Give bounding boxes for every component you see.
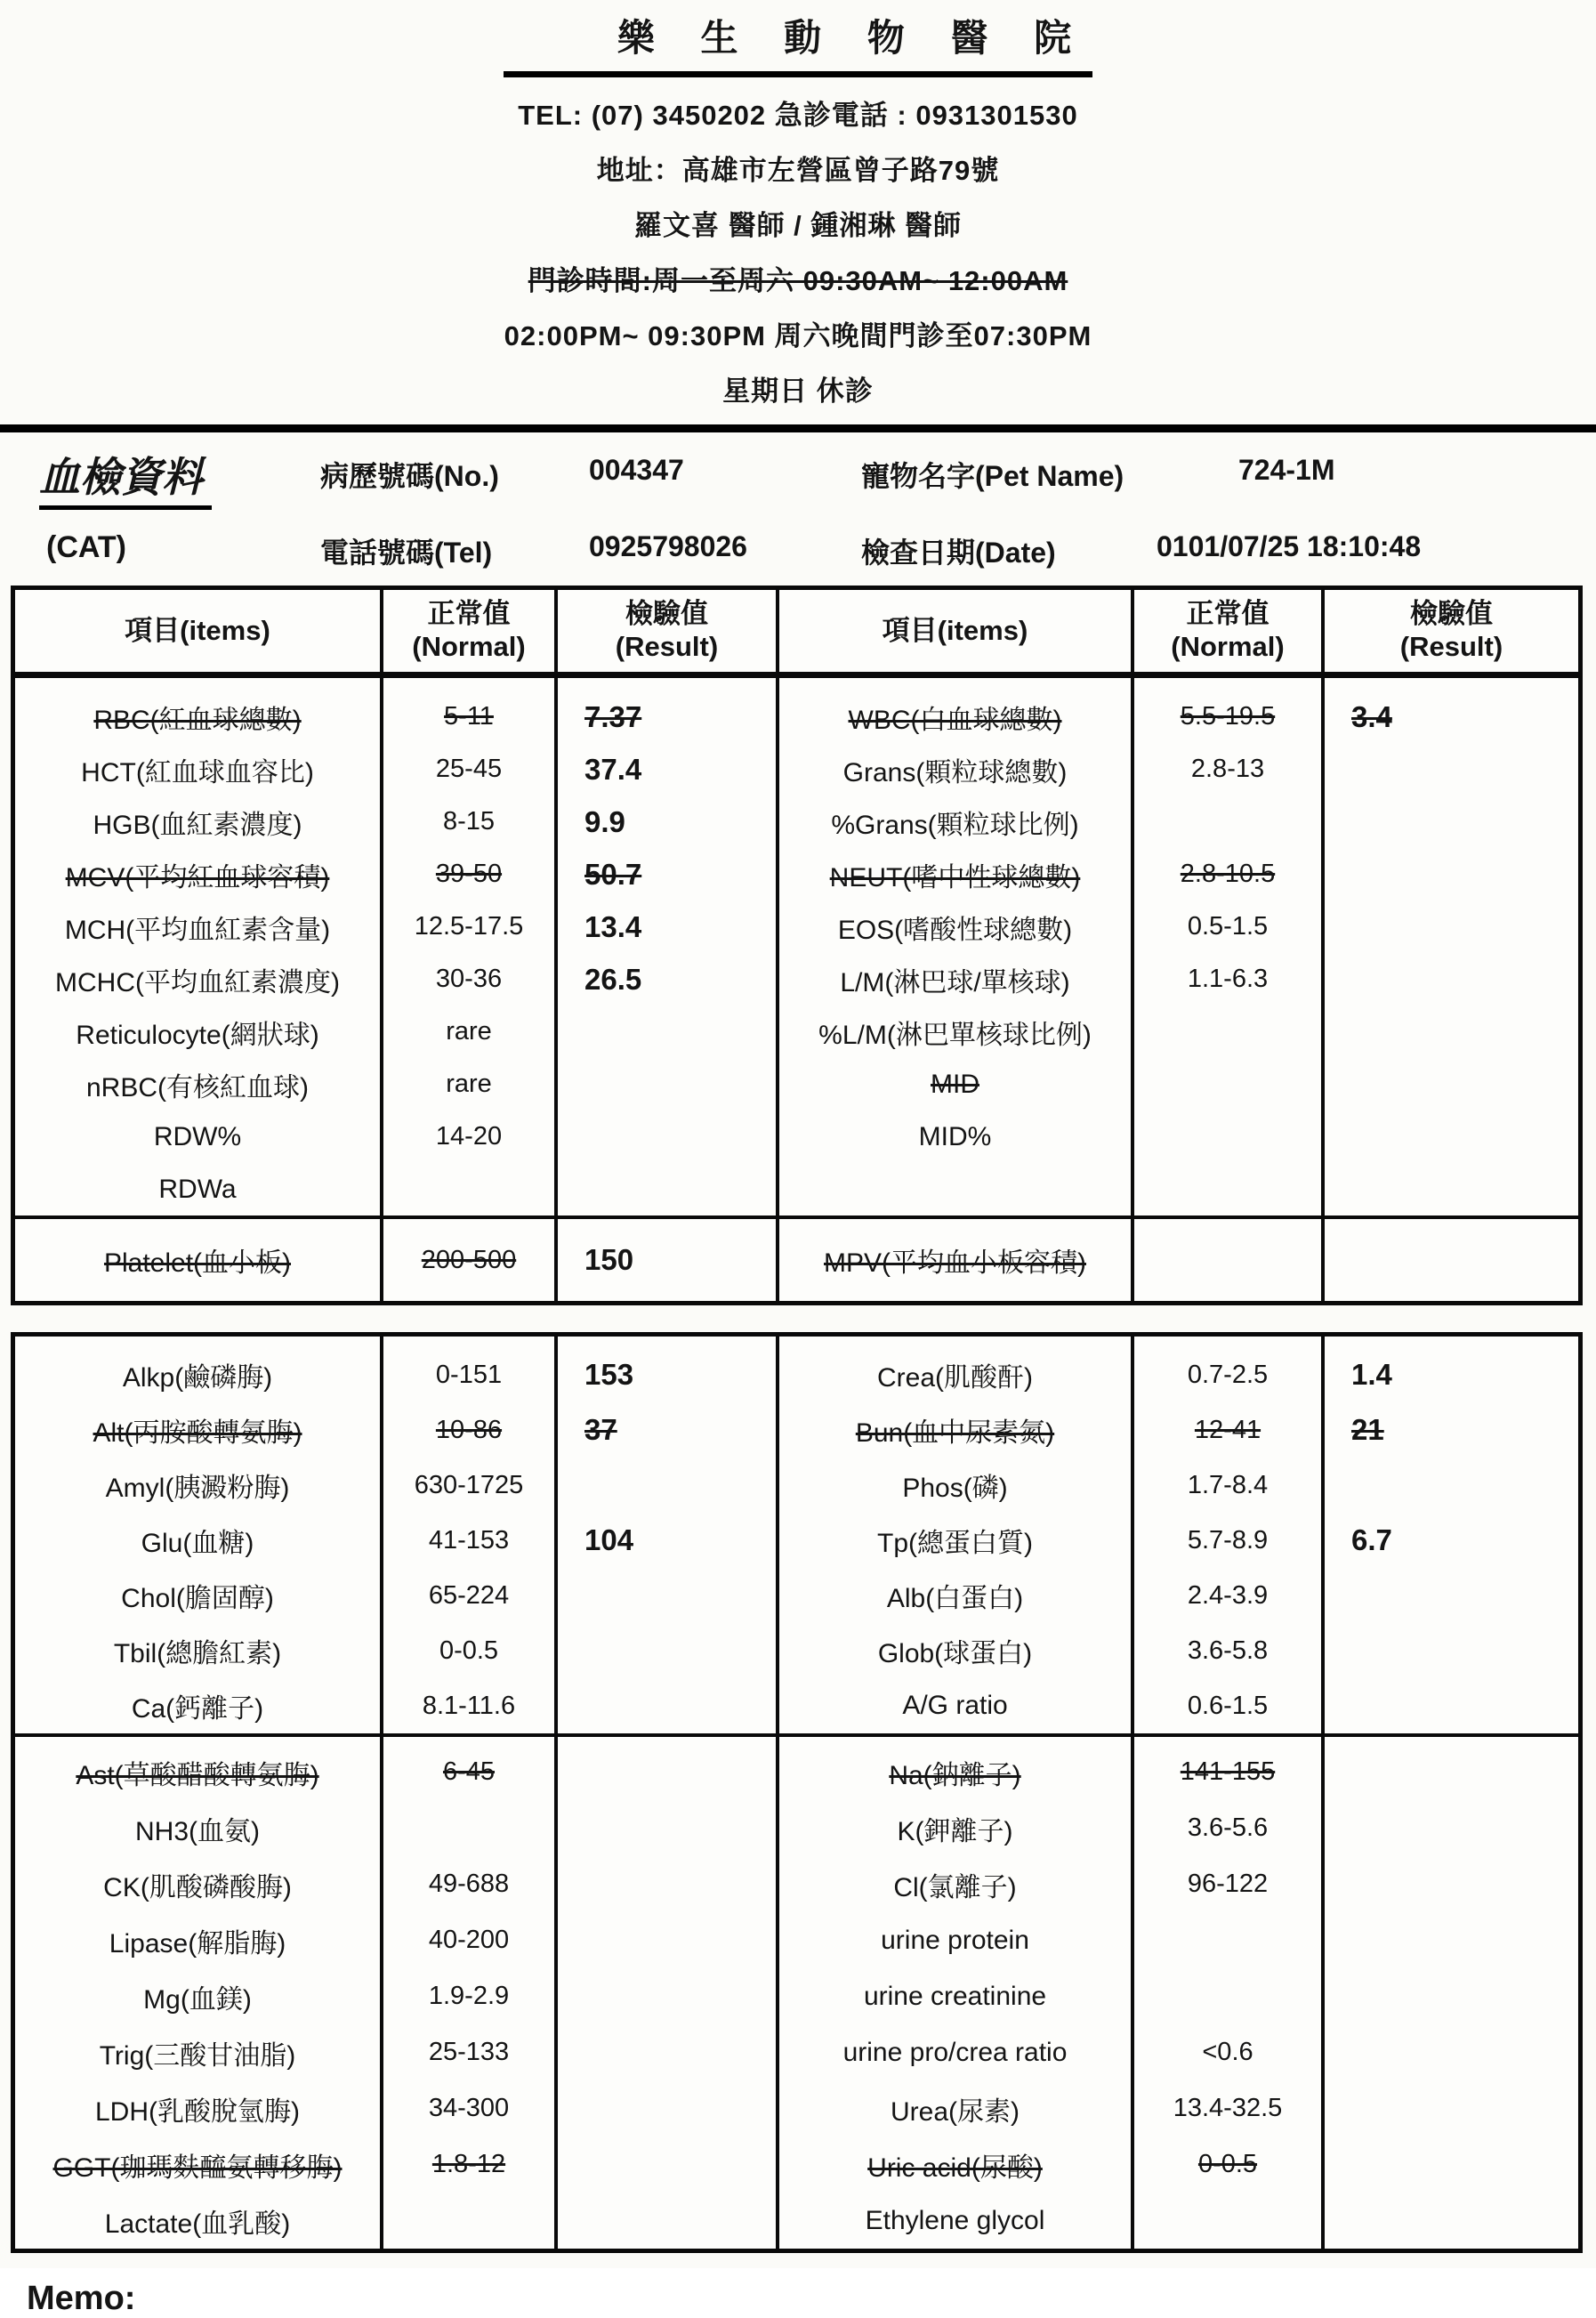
- clinic-address-line: 地址：高雄市左營區曾子路79號: [596, 155, 1000, 186]
- col-header-normal-line2: (Normal): [412, 631, 526, 662]
- item-cell: Platelet(血小板): [15, 1219, 383, 1301]
- normal-cell: rare: [383, 1058, 558, 1111]
- normal-cell: 1.1-6.3: [1134, 953, 1325, 1006]
- spacer-row: [15, 678, 1578, 691]
- species-label: (CAT): [46, 530, 126, 564]
- item-cell: [779, 678, 1134, 691]
- result-cell: [558, 1744, 779, 1800]
- item-cell: [779, 1163, 1134, 1216]
- normal-cell: [1134, 1912, 1325, 1968]
- result-cell: [1325, 1856, 1578, 1912]
- result-cell: [558, 1163, 779, 1216]
- normal-cell: 2.4-3.9: [1134, 1568, 1325, 1623]
- phone-value: 0925798026: [589, 530, 747, 562]
- result-cell: 13.4: [558, 901, 779, 953]
- normal-cell: [1134, 796, 1325, 848]
- item-cell: Alb(白蛋白): [779, 1568, 1134, 1623]
- normal-cell: 0.7-2.5: [1134, 1347, 1325, 1402]
- item-cell: L/M(淋巴球/單核球): [779, 953, 1134, 1006]
- table-row: [15, 1968, 1578, 2024]
- item-cell: K(鉀離子): [779, 1800, 1134, 1856]
- item-cell: Tp(總蛋白質): [779, 1513, 1134, 1568]
- normal-cell: [1134, 1163, 1325, 1216]
- item-cell: Ast(草酸醋酸轉氨脢): [15, 1744, 383, 1800]
- table-row: [15, 691, 1578, 743]
- normal-cell: 0-0.5: [383, 1623, 558, 1678]
- table-row: [15, 2193, 1578, 2249]
- result-cell: [558, 2024, 779, 2080]
- item-cell: %Grans(顆粒球比例): [779, 796, 1134, 848]
- col-header-result-line1: 檢驗值: [625, 598, 708, 630]
- pet-name-label: 寵物名字(Pet Name): [861, 460, 1124, 492]
- normal-cell: 3.6-5.6: [1134, 1800, 1325, 1856]
- item-cell: Lipase(解脂脢): [15, 1912, 383, 1968]
- result-cell: [1325, 1219, 1578, 1301]
- result-cell: [558, 1856, 779, 1912]
- col-header-normal-line2: (Normal): [1171, 631, 1285, 662]
- table-row: [15, 796, 1578, 848]
- table-row: [15, 1623, 1578, 1678]
- normal-cell: rare: [383, 1006, 558, 1058]
- item-cell: MCHC(平均血紅素濃度): [15, 953, 383, 1006]
- result-cell: 26.5: [558, 953, 779, 1006]
- normal-cell: [383, 1163, 558, 1216]
- item-cell: RDW%: [15, 1111, 383, 1163]
- normal-cell: 0-151: [383, 1347, 558, 1402]
- result-cell: [1325, 1678, 1578, 1733]
- item-cell: HCT(紅血球血容比): [15, 743, 383, 796]
- record-no-label: 病歷號碼(No.): [320, 460, 499, 492]
- result-cell: [558, 1800, 779, 1856]
- normal-cell: [383, 1337, 558, 1347]
- normal-cell: [1134, 1006, 1325, 1058]
- table-row: [15, 1856, 1578, 1912]
- col-header-result-line2: (Result): [1399, 631, 1503, 662]
- item-cell: [779, 1737, 1134, 1744]
- normal-cell: 1.9-2.9: [383, 1968, 558, 2024]
- normal-cell: 8.1-11.6: [383, 1678, 558, 1733]
- result-cell: 104: [558, 1513, 779, 1568]
- clinic-hours-line-1: 門診時間:周一至周六 09:30AM~ 12:00AM: [528, 265, 1068, 296]
- normal-cell: 1.7-8.4: [1134, 1458, 1325, 1513]
- table-row: [15, 2136, 1578, 2193]
- item-cell: NH3(血氨): [15, 1800, 383, 1856]
- normal-cell: 25-133: [383, 2024, 558, 2080]
- result-cell: 6.7: [1351, 1523, 1392, 1556]
- table-row: [15, 1347, 1578, 1402]
- table-row: [15, 848, 1578, 901]
- chemistry-section-2: [15, 1733, 1578, 2249]
- normal-cell: 8-15: [383, 796, 558, 848]
- normal-cell: 630-1725: [383, 1458, 558, 1513]
- normal-cell: 25-45: [383, 743, 558, 796]
- normal-cell: 141-155: [1134, 1744, 1325, 1800]
- item-cell: LDH(乳酸脫氫脢): [15, 2080, 383, 2136]
- item-cell: Bun(血中尿素氮): [779, 1402, 1134, 1458]
- result-cell: [1325, 1737, 1578, 1744]
- item-cell: A/G ratio: [779, 1678, 1134, 1733]
- result-cell: [1325, 1744, 1578, 1800]
- report-header: [0, 0, 1596, 408]
- report-title: 血檢資料: [39, 445, 212, 510]
- result-cell: [558, 1678, 779, 1733]
- item-cell: Ethylene glycol: [779, 2193, 1134, 2249]
- col-header-result: [1325, 590, 1578, 672]
- result-cell: [558, 1568, 779, 1623]
- item-cell: MID: [779, 1058, 1134, 1111]
- item-cell: RBC(紅血球總數): [15, 691, 383, 743]
- normal-cell: 13.4-32.5: [1134, 2080, 1325, 2136]
- normal-cell: [1134, 1737, 1325, 1744]
- item-cell: [15, 678, 383, 691]
- normal-cell: 39-50: [383, 848, 558, 901]
- item-cell: Ca(鈣離子): [15, 1678, 383, 1733]
- item-cell: Amyl(胰澱粉脢): [15, 1458, 383, 1513]
- item-cell: MCV(平均紅血球容積): [15, 848, 383, 901]
- result-cell: [558, 2136, 779, 2193]
- table-row: [15, 1006, 1578, 1058]
- item-cell: HGB(血紅素濃度): [15, 796, 383, 848]
- result-cell: [1325, 1058, 1578, 1111]
- item-cell: Phos(磷): [779, 1458, 1134, 1513]
- result-cell: [558, 2193, 779, 2249]
- item-cell: Crea(肌酸酐): [779, 1347, 1134, 1402]
- result-cell: [1325, 1800, 1578, 1856]
- item-cell: Glob(球蛋白): [779, 1623, 1134, 1678]
- item-cell: CK(肌酸磷酸脢): [15, 1856, 383, 1912]
- result-cell: 37.4: [558, 743, 779, 796]
- col-header-result-line1: 檢驗值: [1410, 598, 1493, 630]
- item-cell: Alkp(鹼磷脢): [15, 1347, 383, 1402]
- table-row: [15, 1744, 1578, 1800]
- col-header-items: 項目(items): [779, 590, 1134, 672]
- item-cell: Na(鈉離子): [779, 1744, 1134, 1800]
- table-row: [15, 2024, 1578, 2080]
- result-cell: [558, 1623, 779, 1678]
- normal-cell: <0.6: [1134, 2024, 1325, 2080]
- normal-cell: 2.8-13: [1134, 743, 1325, 796]
- normal-cell: [1134, 678, 1325, 691]
- normal-cell: 12-41: [1134, 1402, 1325, 1458]
- clinic-tel-line: TEL: (07) 3450202 急診電話 : 0931301530: [518, 100, 1078, 131]
- normal-cell: 65-224: [383, 1568, 558, 1623]
- result-cell: [1325, 2024, 1578, 2080]
- result-cell: 21: [1351, 1413, 1384, 1446]
- item-cell: Lactate(血乳酸): [15, 2193, 383, 2249]
- item-cell: MCH(平均血紅素含量): [15, 901, 383, 953]
- patient-info-block: [0, 445, 1596, 578]
- spacer-row: [15, 1737, 1578, 1744]
- item-cell: [15, 1337, 383, 1347]
- col-header-normal: [1134, 590, 1325, 672]
- item-cell: Alt(丙胺酸轉氨脢): [15, 1402, 383, 1458]
- item-cell: Urea(尿素): [779, 2080, 1134, 2136]
- item-cell: Mg(血鎂): [15, 1968, 383, 2024]
- result-cell: [558, 1337, 779, 1347]
- spacer-row: [15, 1337, 1578, 1347]
- normal-cell: 5.7-8.9: [1134, 1513, 1325, 1568]
- normal-cell: [383, 1737, 558, 1744]
- item-cell: RDWa: [15, 1163, 383, 1216]
- normal-cell: 0.5-1.5: [1134, 901, 1325, 953]
- clinic-hours-line-3: 星期日 休診: [722, 376, 874, 407]
- item-cell: MID%: [779, 1111, 1134, 1163]
- result-cell: [558, 1968, 779, 2024]
- normal-cell: 3.6-5.8: [1134, 1623, 1325, 1678]
- item-cell: Cl(氯離子): [779, 1856, 1134, 1912]
- normal-cell: [383, 678, 558, 691]
- normal-cell: 10-86: [383, 1402, 558, 1458]
- col-header-normal: [383, 590, 558, 672]
- item-cell: WBC(白血球總數): [779, 691, 1134, 743]
- result-cell: [1325, 1337, 1578, 1347]
- table-row: [15, 901, 1578, 953]
- item-cell: Tbil(總膽紅素): [15, 1623, 383, 1678]
- normal-cell: 5-11: [383, 691, 558, 743]
- normal-cell: 6-45: [383, 1744, 558, 1800]
- item-cell: Chol(膽固醇): [15, 1568, 383, 1623]
- normal-cell: [1134, 1337, 1325, 1347]
- result-cell: [1325, 1568, 1578, 1623]
- record-no-value: 004347: [589, 454, 684, 486]
- result-cell: [558, 678, 779, 691]
- normal-cell: 40-200: [383, 1912, 558, 1968]
- item-cell: [15, 1737, 383, 1744]
- normal-cell: 5.5-19.5: [1134, 691, 1325, 743]
- table-row: [15, 1568, 1578, 1623]
- clinic-doctors-line: 羅文喜 醫師 / 鍾湘琳 醫師: [633, 210, 963, 241]
- item-cell: [779, 1337, 1134, 1347]
- table-row: [15, 1402, 1578, 1458]
- item-cell: Trig(三酸甘油脂): [15, 2024, 383, 2080]
- normal-cell: [383, 2193, 558, 2249]
- result-cell: [1325, 2136, 1578, 2193]
- exam-date-label: 檢查日期(Date): [861, 537, 1056, 569]
- result-cell: [1325, 743, 1578, 796]
- result-cell: 1.4: [1351, 1358, 1392, 1391]
- normal-cell: 34-300: [383, 2080, 558, 2136]
- result-cell: [558, 1458, 779, 1513]
- normal-cell: 0.6-1.5: [1134, 1678, 1325, 1733]
- table-row: [15, 1678, 1578, 1733]
- clinic-name: [0, 9, 1596, 77]
- result-cell: 150: [558, 1219, 779, 1301]
- normal-cell: [1134, 1111, 1325, 1163]
- normal-cell: 0-0.5: [1134, 2136, 1325, 2193]
- normal-cell: 41-153: [383, 1513, 558, 1568]
- normal-cell: 30-36: [383, 953, 558, 1006]
- table-row: [15, 1219, 1578, 1301]
- chemistry-section-1: [15, 1337, 1578, 1733]
- normal-cell: 1.8-12: [383, 2136, 558, 2193]
- item-cell: GGT(珈瑪麩醯氨轉移脢): [15, 2136, 383, 2193]
- normal-cell: [1134, 1058, 1325, 1111]
- normal-cell: 49-688: [383, 1856, 558, 1912]
- item-cell: urine pro/crea ratio: [779, 2024, 1134, 2080]
- result-cell: 7.37: [558, 691, 779, 743]
- pet-name-value: 724-1M: [1238, 454, 1335, 486]
- table-row: [15, 953, 1578, 1006]
- result-cell: [558, 1058, 779, 1111]
- clinic-name-text: 樂 生 動 物 醫 院: [504, 9, 1092, 77]
- cbc-table: [11, 586, 1583, 1305]
- result-cell: [1325, 848, 1578, 901]
- result-cell: 50.7: [558, 848, 779, 901]
- table-row: [15, 1111, 1578, 1163]
- result-cell: 9.9: [558, 796, 779, 848]
- item-cell: NEUT(嗜中性球總數): [779, 848, 1134, 901]
- platelet-section: [15, 1216, 1578, 1301]
- result-cell: [558, 1912, 779, 1968]
- normal-cell: 96-122: [1134, 1856, 1325, 1912]
- result-cell: [1325, 1912, 1578, 1968]
- normal-cell: [1134, 1968, 1325, 2024]
- item-cell: Uric acid(尿酸): [779, 2136, 1134, 2193]
- item-cell: Reticulocyte(網狀球): [15, 1006, 383, 1058]
- result-cell: [1325, 1163, 1578, 1216]
- item-cell: Glu(血糖): [15, 1513, 383, 1568]
- normal-cell: 2.8-10.5: [1134, 848, 1325, 901]
- result-cell: [558, 1111, 779, 1163]
- result-cell: [1325, 1111, 1578, 1163]
- result-cell: [1325, 2080, 1578, 2136]
- result-cell: [1325, 678, 1578, 691]
- cbc-table-body: [15, 678, 1578, 1216]
- table-row: [15, 1058, 1578, 1111]
- col-header-items: 項目(items): [15, 590, 383, 672]
- col-header-normal-line1: 正常值: [427, 598, 511, 630]
- result-cell: [558, 1737, 779, 1744]
- normal-cell: 12.5-17.5: [383, 901, 558, 953]
- result-cell: [1325, 1006, 1578, 1058]
- table-row: [15, 1458, 1578, 1513]
- chemistry-table: [11, 1332, 1583, 2253]
- normal-cell: [1134, 2193, 1325, 2249]
- table-row: [15, 743, 1578, 796]
- horizontal-divider: [0, 424, 1596, 432]
- normal-cell: [383, 1800, 558, 1856]
- table-row: [15, 1800, 1578, 1856]
- item-cell: EOS(嗜酸性球總數): [779, 901, 1134, 953]
- phone-label: 電話號碼(Tel): [320, 537, 493, 569]
- item-cell: urine creatinine: [779, 1968, 1134, 2024]
- result-cell: [1325, 1968, 1578, 2024]
- item-cell: MPV(平均血小板容積): [779, 1219, 1134, 1301]
- normal-cell: [1134, 1219, 1325, 1301]
- result-cell: [1325, 1458, 1578, 1513]
- result-cell: 37: [558, 1402, 779, 1458]
- memo-label: Memo:: [27, 2280, 136, 2317]
- item-cell: nRBC(有核紅血球): [15, 1058, 383, 1111]
- item-cell: %L/M(淋巴單核球比例): [779, 1006, 1134, 1058]
- result-cell: [1325, 1623, 1578, 1678]
- col-header-result: [558, 590, 779, 672]
- cbc-table-header: [15, 590, 1578, 678]
- result-cell: [1325, 796, 1578, 848]
- result-cell: [558, 1006, 779, 1058]
- result-cell: 153: [558, 1347, 779, 1402]
- item-cell: Grans(顆粒球總數): [779, 743, 1134, 796]
- normal-cell: 14-20: [383, 1111, 558, 1163]
- clinic-hours-line-2: 02:00PM~ 09:30PM 周六晚間門診至07:30PM: [504, 320, 1092, 351]
- table-row: [15, 1513, 1578, 1568]
- result-cell: [1325, 2193, 1578, 2249]
- table-row: [15, 1912, 1578, 1968]
- col-header-normal-line1: 正常值: [1186, 598, 1270, 630]
- item-cell: urine protein: [779, 1912, 1134, 1968]
- col-header-result-line2: (Result): [615, 631, 719, 662]
- exam-date-value: 0101/07/25 18:10:48: [1157, 530, 1422, 562]
- normal-cell: 200-500: [383, 1219, 558, 1301]
- table-row: [15, 1163, 1578, 1216]
- result-cell: [1325, 953, 1578, 1006]
- table-row: [15, 2080, 1578, 2136]
- result-cell: [558, 2080, 779, 2136]
- result-cell: 3.4: [1351, 699, 1392, 733]
- result-cell: [1325, 901, 1578, 953]
